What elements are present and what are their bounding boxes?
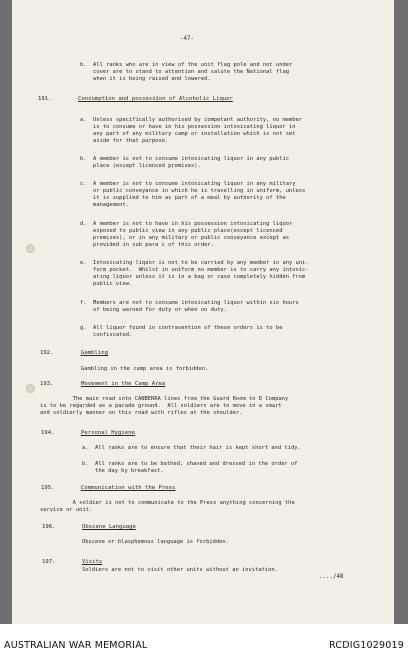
body-line: is to be regarded as a parade ground. All soldiers are to move in a smart (40, 403, 282, 409)
section-number: 194. (41, 430, 55, 436)
item-line: is to consume or have in his possession intoxicating liquor in (80, 124, 296, 130)
item-line: place (except licenced premises). (80, 163, 201, 169)
continuation-marker: ..../48 (319, 574, 344, 580)
item-line: a. All ranks are to ensure that their hair is kept short and tidy. (82, 445, 301, 451)
para-b-line: b. All ranks who are in view of the unit flag pole and not under (80, 62, 293, 68)
section-heading: Gambling (81, 350, 108, 356)
item-line: premises), or in any military or public conveyance except as (80, 235, 289, 241)
item-line: any part of any military camp or installation which is not set (80, 131, 296, 137)
section-number: 195. (41, 485, 55, 491)
item-line: ating liquor unless it is in a bag or case completely hidden from (80, 274, 306, 280)
punch-hole (26, 244, 35, 253)
body-line: Soldiers are not to visit other units without an invitation. (82, 567, 278, 573)
item-line: or public conveyance in which he is travelling in uniform, unless (80, 188, 306, 194)
item-line: b. A member is not to consume intoxicating liquor in any public (80, 156, 289, 162)
body-line: Gambling in the camp area is forbidden. (81, 366, 209, 372)
page-number: -47- (180, 36, 194, 42)
section-number: 192. (40, 350, 54, 356)
item-line: b. All ranks are to be bathed, shaved and dressed in the order of (82, 461, 298, 467)
item-line: d. A member is not to have in his possession intoxicating liquor (80, 221, 293, 227)
item-line: management. (80, 202, 129, 208)
item-line: public view. (80, 281, 133, 287)
item-line: c. A member is not to consume intoxicating liquor in any military (80, 181, 296, 187)
body-line: The main road into CANBERRA lines from the Guard Room to D Company (40, 396, 289, 402)
section-number: 197. (42, 559, 56, 565)
item-line: a. Unless specifically authorised by competant authority, no member (80, 117, 303, 123)
archive-footer (0, 624, 408, 654)
document-page (12, 0, 394, 624)
section-number: 196. (42, 524, 56, 530)
item-line: the day by breakfast. (82, 468, 164, 474)
item-line: aside for that purpose. (80, 138, 169, 144)
item-line: exposed to public view in any public place(except licenced (80, 228, 283, 234)
item-line: confiscated. (80, 332, 133, 338)
section-number: 193. (40, 381, 54, 387)
section-heading: Consumption and possession of Alcoholic Liquor (78, 96, 233, 102)
footer-record-id: RCDIG1029019 (329, 640, 404, 651)
punch-hole (26, 384, 35, 393)
section-number: 191. (38, 96, 52, 102)
section-heading: Personal Hygiene (81, 430, 135, 436)
body-line: Obscene or blasphemous language is forbidden. (82, 539, 229, 545)
item-line: of being warned for duty or when on duty. (80, 307, 227, 313)
item-line: g. All liquor found in contravention of these orders is to be (80, 325, 283, 331)
item-line: e. Intoxicating liquor is not to be carried by any member in any uni- (80, 260, 309, 266)
item-line: f. Members are not to consume intoxicating liquor within six hours (80, 300, 299, 306)
item-line: form pocket. Whilst in uniform no member is to carry any intoxic- (80, 267, 309, 273)
para-b-line: cover are to stand to attention and salute the National flag (80, 69, 289, 75)
body-line: service or unit. (40, 507, 93, 513)
item-line: provided in sub para c of this order. (80, 242, 214, 248)
section-heading: Visits (82, 559, 103, 565)
item-line: it is supplied to him as part of a meal by authority of the (80, 195, 286, 201)
footer-institution: AUSTRALIAN WAR MEMORIAL (4, 640, 148, 651)
body-line: A soldier is not to communicate to the Press anything concerning the (40, 500, 295, 506)
section-heading: Obscene Language (82, 524, 136, 530)
section-heading: Movement in the Camp Area (81, 381, 166, 387)
section-heading: Communication with the Press (81, 485, 176, 491)
body-line: and soldierly manner on this road with rifles at the shoulder. (40, 410, 243, 416)
para-b-line: when it is being raised and lowered. (80, 76, 211, 82)
